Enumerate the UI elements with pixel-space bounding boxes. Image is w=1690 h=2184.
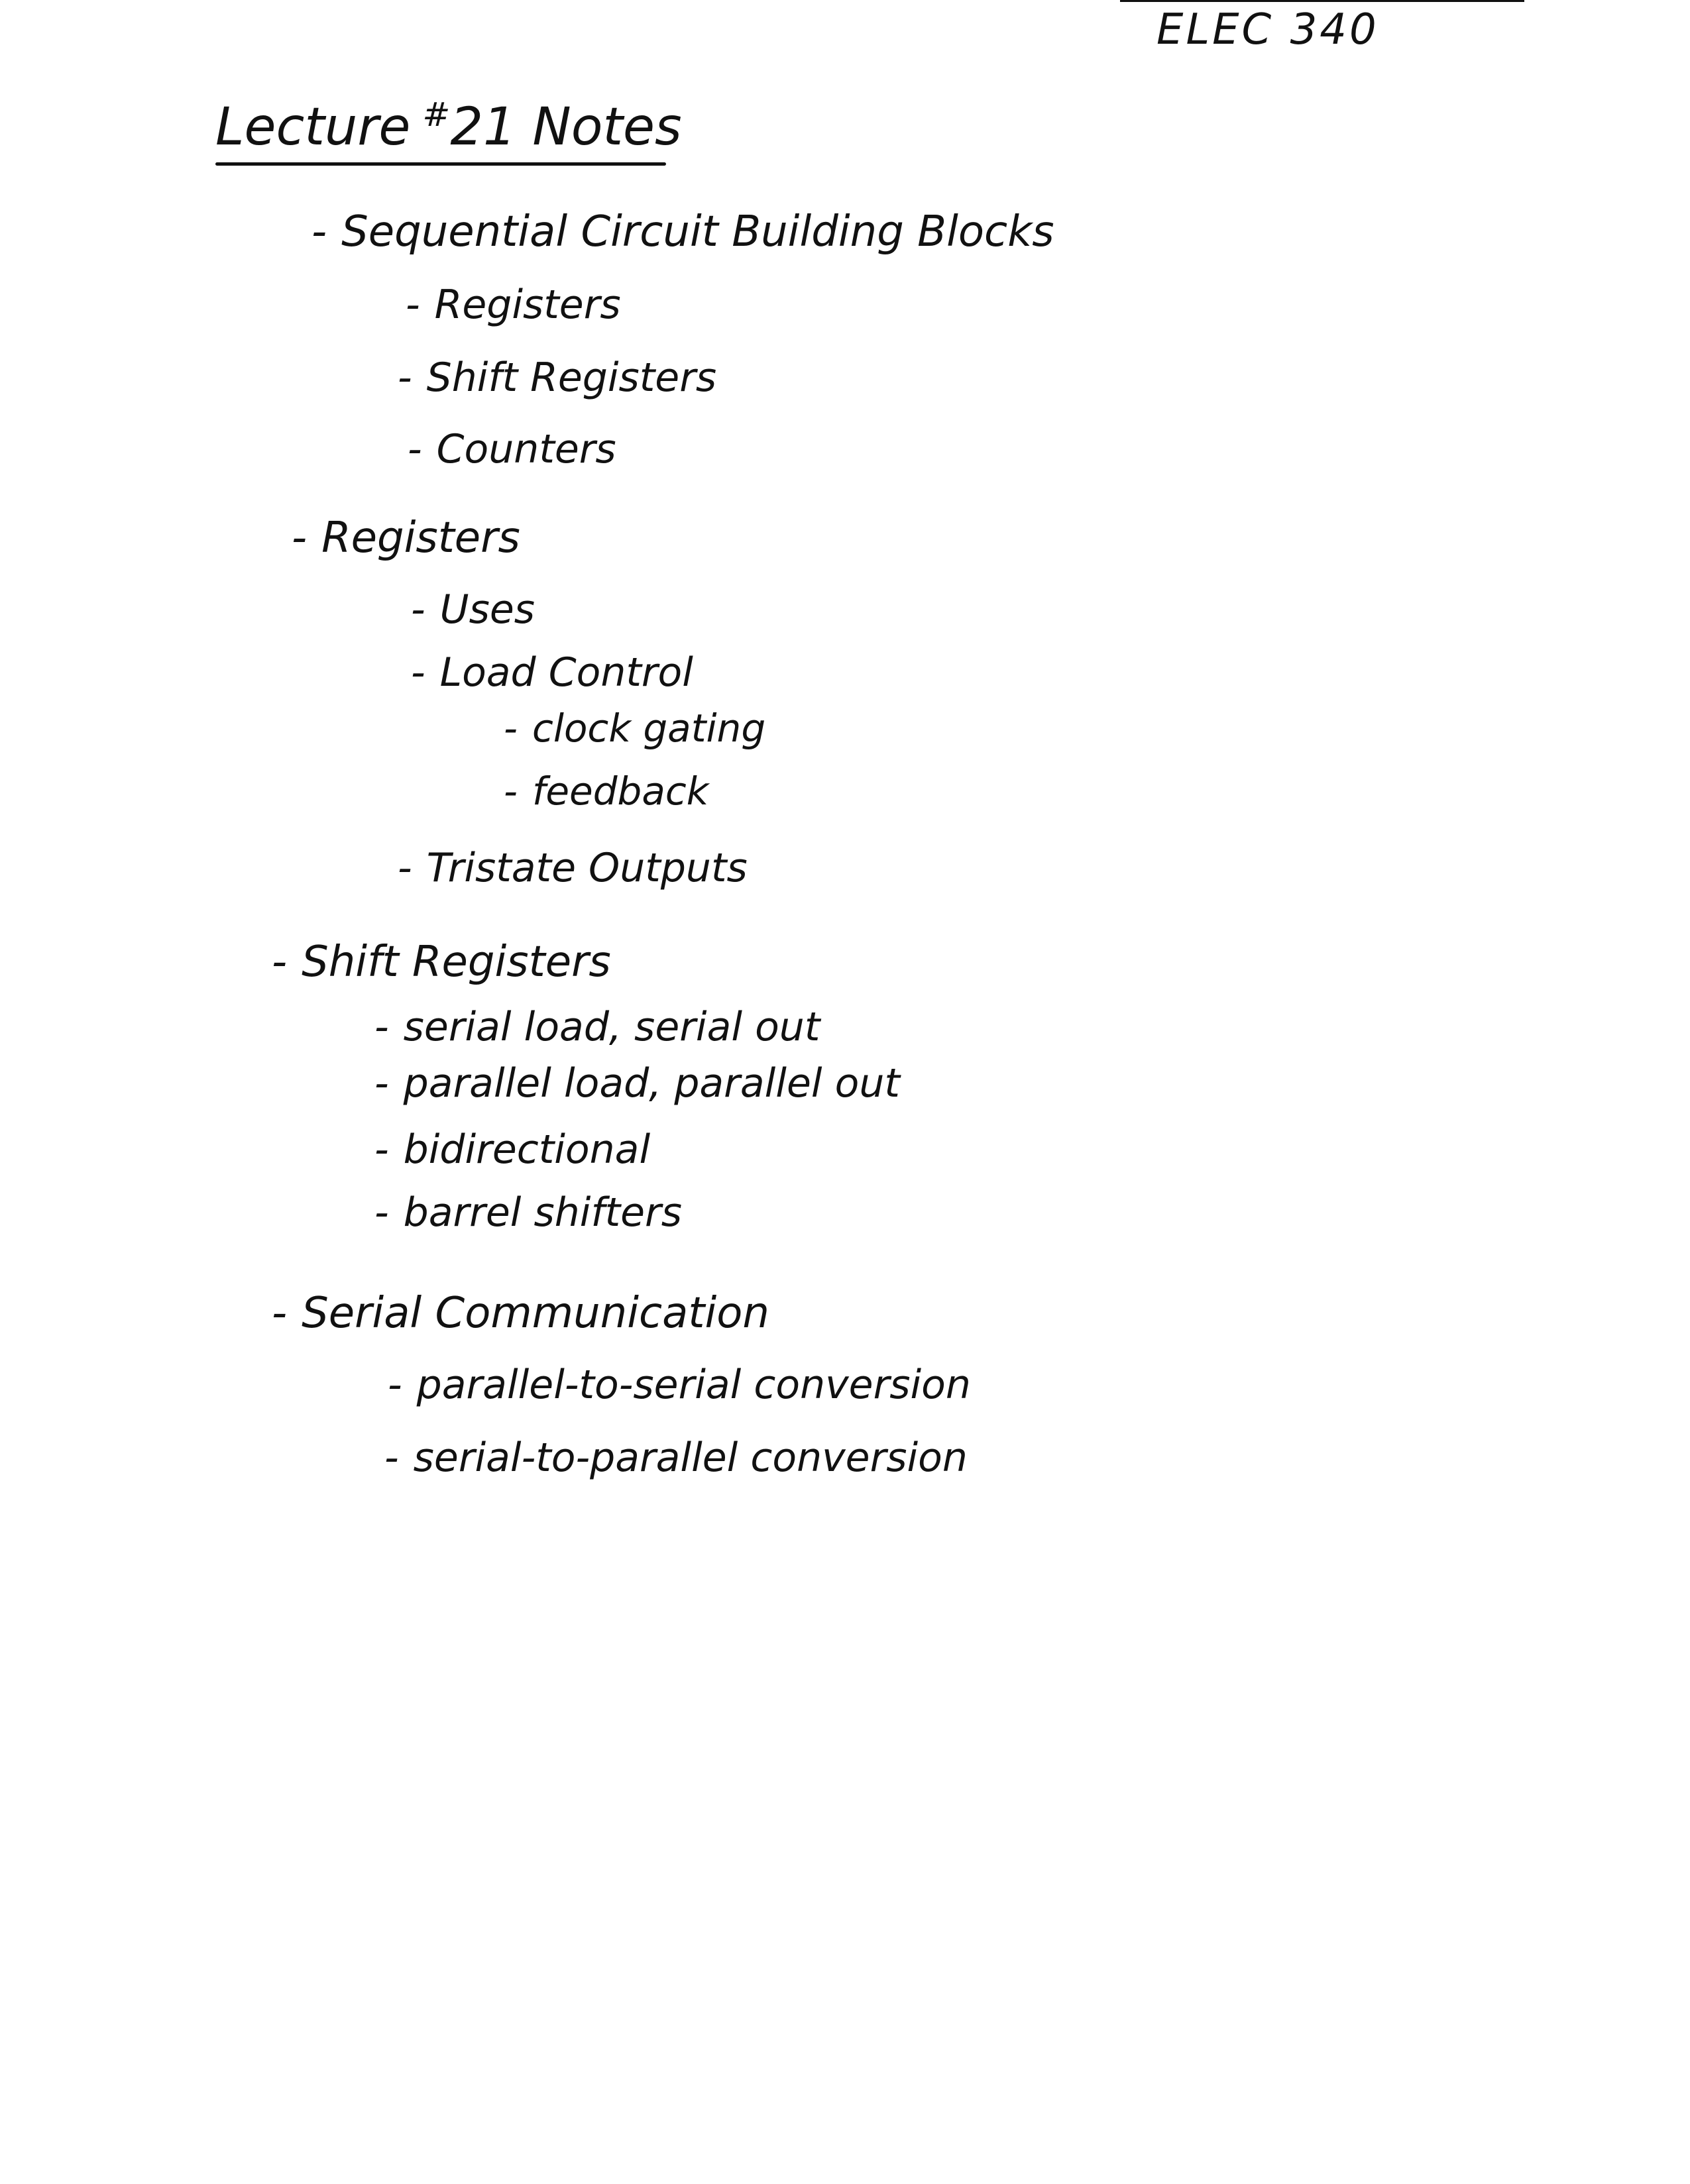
bullet-dash: -	[374, 1126, 389, 1173]
outline-item: - Load Control	[411, 649, 693, 696]
outline-item: - Serial Communication	[272, 1289, 769, 1338]
title-underline	[215, 162, 666, 166]
title-number: 21	[450, 97, 516, 157]
bullet-dash: -	[504, 769, 518, 814]
outline-item: - Tristate Outputs	[398, 845, 748, 891]
bullet-dash: -	[272, 1289, 288, 1338]
title-number-sign: #	[422, 95, 451, 134]
outline-item: - feedback	[504, 769, 709, 814]
bullet-dash: -	[398, 845, 412, 891]
outline-item: - Shift Registers	[398, 355, 717, 401]
bullet-dash: -	[374, 1060, 389, 1107]
outline-item: - serial-to-parallel conversion	[384, 1435, 968, 1481]
outline-item: - Uses	[411, 586, 535, 633]
outline-item: - parallel-to-serial conversion	[388, 1362, 971, 1408]
bullet-dash: -	[388, 1362, 402, 1408]
bullet-dash: -	[411, 586, 425, 633]
page-title	[215, 95, 682, 166]
outline-item: - Shift Registers	[272, 938, 611, 987]
outline-item: - parallel load, parallel out	[374, 1060, 900, 1107]
bullet-dash: -	[408, 426, 422, 472]
outline-item: - barrel shifters	[374, 1189, 682, 1236]
outline-item: - bidirectional	[374, 1126, 651, 1173]
outline-item: - Counters	[408, 426, 616, 472]
bullet-dash: -	[272, 938, 288, 987]
outline-item: - Registers	[406, 282, 621, 328]
bullet-dash: -	[411, 649, 425, 696]
title-prefix: Lecture	[215, 97, 411, 157]
outline-item: - Sequential Circuit Building Blocks	[311, 207, 1054, 256]
bullet-dash: -	[374, 1189, 389, 1236]
top-rule-divider	[1120, 0, 1524, 2]
outline-item: - Registers	[292, 514, 520, 563]
bullet-dash: -	[406, 282, 420, 328]
bullet-dash: -	[398, 355, 412, 401]
bullet-dash: -	[311, 207, 327, 256]
outline-item: - serial load, serial out	[374, 1004, 820, 1050]
title-suffix: Notes	[532, 97, 682, 157]
bullet-dash: -	[504, 706, 518, 751]
course-code: ELEC 340	[1156, 5, 1379, 54]
bullet-dash: -	[374, 1004, 389, 1050]
bullet-dash: -	[384, 1435, 399, 1481]
outline-item: - clock gating	[504, 706, 766, 751]
bullet-dash: -	[292, 514, 308, 563]
